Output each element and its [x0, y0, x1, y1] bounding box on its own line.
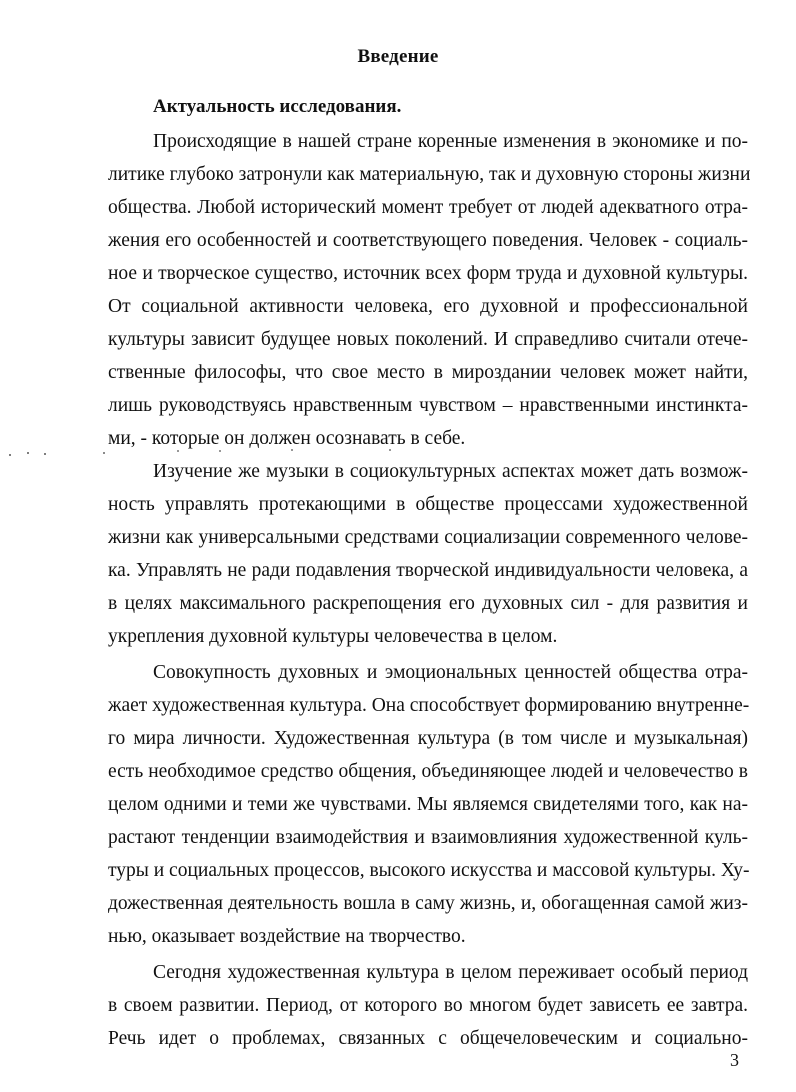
text-line: литике глубоко затронули как материальную, так и духовную стороны жизни [108, 164, 751, 185]
page-title: Введение [357, 46, 439, 67]
text-line: нью, оказывает воздействие на творчество. [108, 926, 466, 947]
text-line: общества. Любой исторический момент требует от людей адекватного отра- [108, 197, 748, 218]
text-line: От социальной активности человека, его духовной и профессиональной [108, 296, 748, 317]
text-line: ственные философы, что свое место в мироздании человек может найти, [108, 362, 748, 383]
text-line: растают тенденции взаимодействия и взаимовлияния художественной куль- [108, 827, 748, 848]
text-line: ми, - которые он должен осознавать в себе. [108, 428, 466, 449]
text-line: культуры зависит будущее новых поколений. И справедливо считали отече- [108, 329, 748, 350]
text-line: Сегодня художественная культура в целом переживает особый период [153, 962, 748, 983]
text-line: есть необходимое средство общения, объединяющее людей и человечество в [108, 761, 748, 782]
text-line: дожественная деятельность вошла в саму жизнь, и, обогащенная самой жиз- [108, 893, 748, 914]
text-line: Происходящие в нашей стране коренные изменения в экономике и по- [153, 131, 748, 152]
text-line: лишь руководствуясь нравственным чувством – нравственными инстинкта- [108, 395, 748, 416]
section-heading: Актуальность исследования. [153, 96, 402, 117]
text-line: жает художественная культура. Она способствует формированию внутренне- [108, 695, 750, 716]
text-line: Речь идет о проблемах, связанных с общечеловеческим и социально- [108, 1028, 748, 1049]
text-line: укрепления духовной культуры человечества в целом. [108, 626, 558, 647]
text-line: в своем развитии. Период, от которого во многом будет зависеть ее завтра. [108, 995, 748, 1016]
text-line: ка. Управлять не ради подавления творческой индивидуальности человека, а [108, 560, 748, 581]
text-line: го мира личности. Художественная культура (в том числе и музыкальная) [108, 728, 748, 749]
text-line: Совокупность духовных и эмоциональных ценностей общества отра- [153, 662, 748, 683]
text-line: ность управлять протекающими в обществе процессами художественной [108, 494, 748, 515]
text-line: жизни как универсальными средствами социализации современного челове- [108, 527, 748, 548]
text-line: туры и социальных процессов, высокого искусства и массовой культуры. Ху- [108, 860, 750, 881]
page-number: 3 [730, 1050, 739, 1070]
text-line: жения его особенностей и соответствующего поведения. Человек - социаль- [108, 230, 748, 251]
text-line: ное и творческое существо, источник всех форм труда и духовной культуры. [108, 263, 748, 284]
text-line: в целях максимального раскрепощения его духовных сил - для развития и [108, 593, 748, 614]
text-line: целом одними и теми же чувствами. Мы являемся свидетелями того, как на- [108, 794, 748, 815]
text-line: Изучение же музыки в социокультурных аспектах может дать возмож- [153, 461, 748, 482]
